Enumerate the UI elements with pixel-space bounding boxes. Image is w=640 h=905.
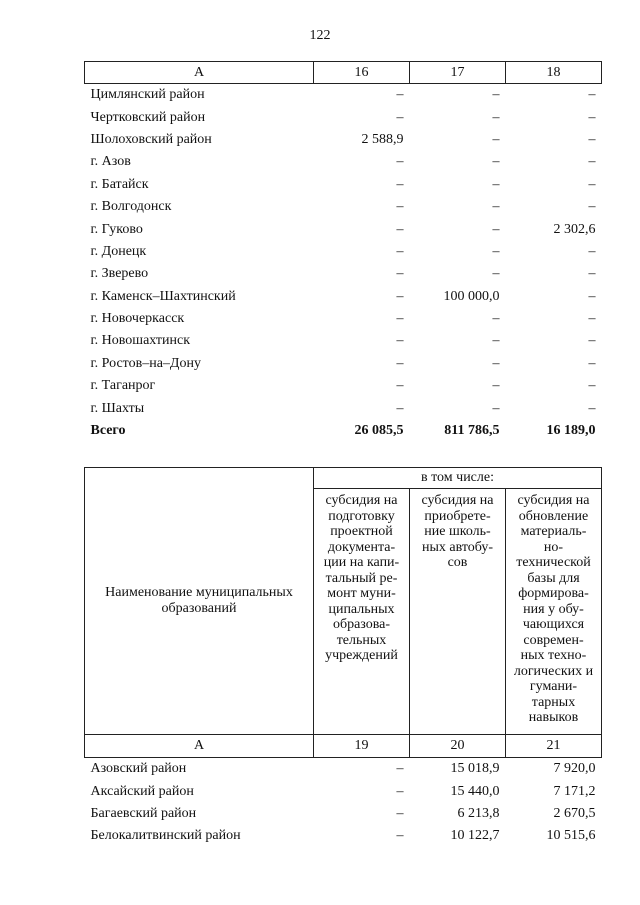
table-row (85, 286, 602, 308)
value-cell-c17: – (492, 243, 500, 259)
municipality-name: г. Таганрог (90, 378, 156, 394)
value-cell-c18: – (588, 243, 596, 259)
municipality-name-header-text: Наименование муниципальных образований (105, 585, 293, 616)
municipality-name: г. Каменск–Шахтинский (90, 288, 236, 304)
budget-table-columns-16-18 (84, 61, 602, 442)
municipality-name: Белокалитвинский район (90, 828, 241, 844)
table-row (85, 84, 602, 107)
including-header: в том числе: (314, 468, 602, 489)
municipality-name: Шолоховский район (90, 131, 212, 147)
table-row (85, 308, 602, 330)
value-cell-c21: 7 920,0 (553, 761, 596, 777)
value-cell-c17: – (492, 131, 500, 147)
value-cell-c19: – (396, 805, 404, 821)
table-row (85, 151, 602, 173)
value-cell-c18: – (588, 288, 596, 304)
table-row (85, 825, 602, 847)
value-cell-c16: – (396, 221, 404, 237)
value-cell-c18: – (588, 87, 596, 103)
column-header-18: 18 (506, 62, 602, 84)
column-21-description-text: субсидия на обновление материаль- но- технической базы для формирова- ния у обу- чающихся современ- ных техно- логических и гумани- тарных навыков (513, 493, 594, 725)
value-cell-c17: – (492, 176, 500, 192)
value-cell-c16: – (396, 400, 404, 416)
value-cell-c18: – (588, 131, 596, 147)
municipality-name: г. Азов (90, 154, 131, 170)
value-cell-c16: – (396, 176, 404, 192)
value-cell-c21: 2 670,5 (553, 805, 596, 821)
municipality-name: г. Батайск (90, 176, 149, 192)
value-cell-c17: – (492, 378, 500, 394)
value-cell-c17: – (492, 266, 500, 282)
total-label: Всего (90, 423, 126, 439)
value-cell-c18: – (588, 378, 596, 394)
value-cell-c16: – (396, 266, 404, 282)
column-header-20: 20 (410, 735, 506, 758)
column-20-description-text: субсидия на приобрете- ние школь- ных автобу- сов (421, 493, 494, 570)
value-cell-c19: – (396, 783, 404, 799)
value-cell-c20: 6 213,8 (457, 805, 500, 821)
municipality-name: г. Зверево (90, 266, 149, 282)
municipality-name: г. Волгодонск (90, 199, 172, 215)
value-cell-c16: – (396, 333, 404, 349)
value-cell-c18: – (588, 109, 596, 125)
value-cell-c18: – (588, 311, 596, 327)
table-row (85, 353, 602, 375)
table-row (85, 174, 602, 196)
table-row (85, 196, 602, 218)
table-header-row (85, 62, 602, 84)
table-row (85, 218, 602, 240)
municipality-name: г. Шахты (90, 400, 145, 416)
value-cell-c16: – (396, 109, 404, 125)
value-cell-c21: 7 171,2 (553, 783, 596, 799)
table-row (85, 129, 602, 151)
value-cell-c17: – (492, 109, 500, 125)
value-cell-c16: – (396, 199, 404, 215)
municipality-name: г. Новошахтинск (90, 333, 191, 349)
column-header-21: 21 (506, 735, 602, 758)
table-header-number-row (85, 735, 602, 758)
total-row (85, 420, 602, 442)
value-cell-c18: 2 302,6 (553, 221, 596, 237)
column-header-17: 17 (410, 62, 506, 84)
table-row (85, 758, 602, 781)
value-cell-c18: – (588, 333, 596, 349)
value-cell-c20: 15 018,9 (450, 761, 500, 777)
value-cell-c18: – (588, 266, 596, 282)
value-cell-c17: – (492, 221, 500, 237)
value-cell-c18: – (588, 355, 596, 371)
value-cell-c16: – (396, 243, 404, 259)
value-cell-c17: – (492, 199, 500, 215)
value-cell-c17: – (492, 355, 500, 371)
value-cell-c17: – (492, 154, 500, 170)
budget-table-columns-19-21 (84, 467, 602, 848)
value-cell-c18: – (588, 400, 596, 416)
value-cell-c17: – (492, 333, 500, 349)
table-row (85, 397, 602, 419)
value-cell-c17: 100 000,0 (443, 288, 500, 304)
municipality-name: Цимлянский район (90, 87, 205, 103)
value-cell-c16: – (396, 154, 404, 170)
municipality-name: Азовский район (90, 761, 187, 777)
value-cell-c16: – (396, 87, 404, 103)
value-cell-c16: 2 588,9 (361, 131, 404, 147)
value-cell-c16: – (396, 311, 404, 327)
municipality-name: Багаевский район (90, 805, 197, 821)
value-cell-c20: 10 122,7 (450, 828, 500, 844)
table-row (85, 330, 602, 352)
table-row (85, 803, 602, 825)
table-row (85, 241, 602, 263)
municipality-name: г. Новочеркасск (90, 311, 185, 327)
value-cell-c16: – (396, 355, 404, 371)
column-header-19: 19 (314, 735, 410, 758)
value-cell-c18: – (588, 176, 596, 192)
total-value-18: 16 189,0 (546, 423, 596, 439)
value-cell-c19: – (396, 761, 404, 777)
value-cell-c21: 10 515,6 (546, 828, 596, 844)
value-cell-c20: 15 440,0 (450, 783, 500, 799)
value-cell-c18: – (588, 154, 596, 170)
municipality-name: г. Гуково (90, 221, 143, 237)
total-value-16: 26 085,5 (354, 423, 404, 439)
table-row (85, 780, 602, 802)
table-row (85, 106, 602, 128)
column-19-description-text: субсидия на подготовку проектной документа- ции на капи- тальный ре- монт муни- ципальных образова- тельных учреждений (323, 493, 400, 663)
column-20-description (410, 489, 506, 735)
column-header-16: 16 (314, 62, 410, 84)
value-cell-c19: – (396, 828, 404, 844)
municipality-name: г. Ростов–на–Дону (90, 355, 201, 371)
municipality-name: Чертковский район (90, 109, 206, 125)
value-cell-c16: – (396, 288, 404, 304)
value-cell-c17: – (492, 311, 500, 327)
value-cell-c16: – (396, 378, 404, 394)
table-row (85, 263, 602, 285)
column-19-description (314, 489, 410, 735)
total-value-17: 811 786,5 (444, 423, 500, 439)
column-header-a: А (85, 62, 314, 84)
column-21-description (506, 489, 602, 735)
column-header-a: А (85, 735, 314, 758)
municipality-name-header (85, 468, 314, 735)
value-cell-c17: – (492, 400, 500, 416)
page-number: 122 (309, 28, 331, 43)
value-cell-c18: – (588, 199, 596, 215)
municipality-name: г. Донецк (90, 243, 147, 259)
value-cell-c17: – (492, 87, 500, 103)
table-row (85, 375, 602, 397)
municipality-name: Аксайский район (90, 783, 194, 799)
